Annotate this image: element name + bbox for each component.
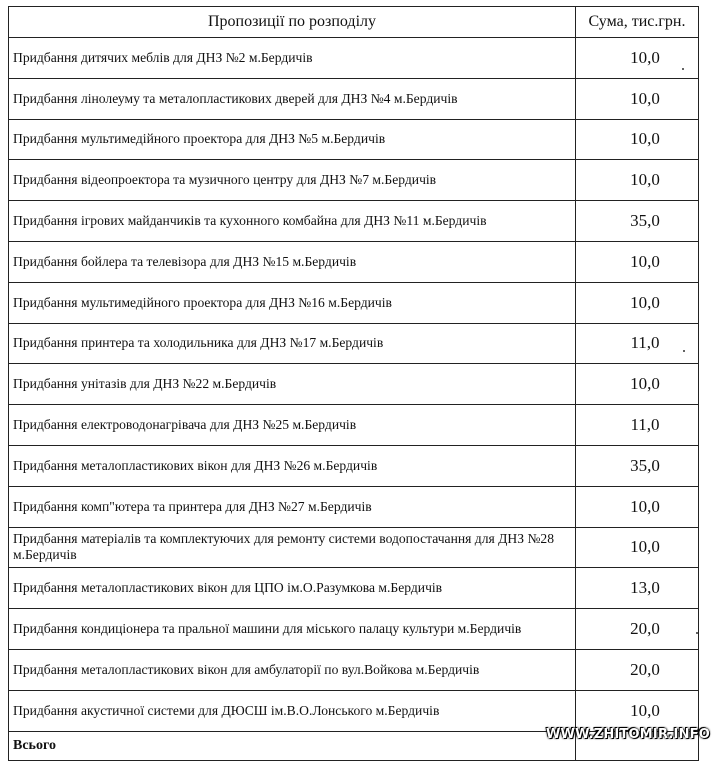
row-sum: 13,0 [576,568,699,609]
row-name: Придбання ігрових майданчиків та кухонного комбайна для ДНЗ №11 м.Бердичів [9,201,576,242]
table-row [9,609,699,650]
row-sum: 35,0 [576,445,699,486]
row-name: Придбання мультимедійного проектора для ДНЗ №5 м.Бердичів [9,119,576,160]
row-name: Придбання кондиціонера та пральної машини для міського палацу культури м.Бердичів [9,609,576,650]
row-name: Придбання бойлера та телевізора для ДНЗ №15 м.Бердичів [9,241,576,282]
table-row [9,445,699,486]
table-row [9,649,699,690]
row-name: Придбання відеопроектора та музичного центру для ДНЗ №7 м.Бердичів [9,160,576,201]
row-name: Придбання дитячих меблів для ДНЗ №2 м.Бердичів [9,38,576,79]
row-sum: 10,0 [576,160,699,201]
table-row [9,78,699,119]
row-name: Придбання матеріалів та комплектуючих для ремонту системи водопостачання для ДНЗ №28 м.Бердичів [9,527,576,568]
row-sum: 11,0 [576,405,699,446]
row-sum: 10,0 [576,78,699,119]
table-header-row [9,7,699,38]
row-name: Придбання металопластикових вікон для амбулаторії по вул.Войкова м.Бердичів [9,649,576,690]
table-row [9,119,699,160]
row-sum: 10,0 [576,119,699,160]
row-sum: 10,0 [576,486,699,527]
row-name: Придбання електроводонагрівача для ДНЗ №25 м.Бердичів [9,405,576,446]
table-row [9,690,699,731]
row-name: Придбання металопластикових вікон для ДНЗ №26 м.Бердичів [9,445,576,486]
scan-speck [682,68,684,70]
total-label: Всього [9,731,576,760]
row-name: Придбання принтера та холодильника для ДНЗ №17 м.Бердичів [9,323,576,364]
row-sum: 35,0 [576,201,699,242]
table-row [9,568,699,609]
row-name: Придбання мультимедійного проектора для ДНЗ №16 м.Бердичів [9,282,576,323]
table-row [9,405,699,446]
site-watermark: WWW.ZHITOMIR.INFO [546,727,710,742]
table-row [9,160,699,201]
table-row [9,323,699,364]
row-sum: 10,0 [576,282,699,323]
table-row [9,38,699,79]
table-row [9,486,699,527]
row-sum: 20,0 [576,609,699,650]
row-sum: 10,0 [576,241,699,282]
scan-speck [696,632,698,634]
scan-speck [683,350,685,352]
header-sum: Сума, тис.грн. [576,7,699,38]
table-row [9,282,699,323]
row-name: Придбання унітазів для ДНЗ №22 м.Бердичів [9,364,576,405]
header-proposals: Пропозиції по розподілу [9,7,576,38]
row-name: Придбання комп"ютера та принтера для ДНЗ №27 м.Бердичів [9,486,576,527]
table-row [9,241,699,282]
allocation-table [8,6,699,761]
table-row [9,201,699,242]
row-sum: 10,0 [576,690,699,731]
row-sum: 10,0 [576,364,699,405]
row-name: Придбання лінолеуму та металопластикових дверей для ДНЗ №4 м.Бердичів [9,78,576,119]
row-sum: 10,0 [576,38,699,79]
row-sum: 10,0 [576,527,699,568]
row-sum: 11,0 [576,323,699,364]
row-name: Придбання акустичної системи для ДЮСШ ім.В.О.Лонського м.Бердичів [9,690,576,731]
row-name: Придбання металопластикових вікон для ЦПО ім.О.Разумкова м.Бердичів [9,568,576,609]
table-row [9,364,699,405]
row-sum: 20,0 [576,649,699,690]
table-row [9,527,699,568]
